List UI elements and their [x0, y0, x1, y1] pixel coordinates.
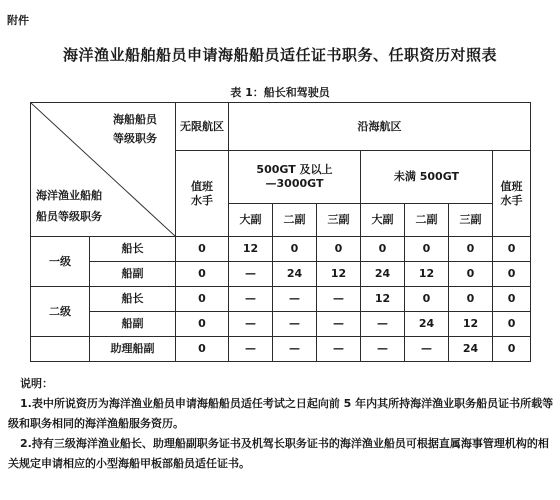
- table-row: [31, 312, 531, 337]
- value-cell: —: [405, 337, 449, 362]
- value-cell: —: [273, 287, 317, 312]
- role-cell: 船副: [90, 312, 176, 337]
- table-row: [31, 337, 531, 362]
- value-cell: 0: [176, 262, 229, 287]
- diagonal-header-cell: [31, 103, 176, 237]
- value-cell: 0: [405, 287, 449, 312]
- document-title: 海洋渔业船舶船员申请海船船员适任证书职务、任职资历对照表: [62, 46, 497, 64]
- value-cell: 0: [493, 337, 531, 362]
- fishery-rank-header: 海洋渔业船舶 船员等级职务: [36, 189, 102, 224]
- rank-group-cell: 二级: [31, 287, 90, 337]
- value-cell: 0: [317, 237, 361, 262]
- value-cell: —: [361, 312, 405, 337]
- chief-mate-header: 大副: [229, 204, 273, 237]
- value-cell: 12: [317, 262, 361, 287]
- value-cell: 0: [493, 262, 531, 287]
- value-cell: 12: [449, 312, 493, 337]
- value-cell: 0: [449, 287, 493, 312]
- value-cell: 0: [176, 287, 229, 312]
- note-2: 2.持有三级海洋渔业船长、助理船副职务证书及机驾长职务证书的海洋渔业船员可根据直属海事管理机构的相关规定申请相应的小型海船甲板部船员适任证书。: [8, 437, 549, 470]
- gt-500-3000-header: 500GT 及以上 —3000GT: [229, 151, 361, 204]
- value-cell: —: [317, 337, 361, 362]
- value-cell: 0: [449, 262, 493, 287]
- value-cell: 12: [229, 237, 273, 262]
- seafarer-rank-header: 海船船员 等级职务: [113, 113, 157, 145]
- table-row: [31, 262, 531, 287]
- value-cell: 0: [361, 237, 405, 262]
- rank-group-cell: 一级: [31, 237, 90, 287]
- value-cell: 0: [176, 237, 229, 262]
- rank-group-cell: [31, 337, 90, 362]
- watch-rating-header-coastal: 值班 水手: [493, 151, 531, 237]
- under-500gt-header: 未满 500GT: [361, 151, 493, 204]
- notes-heading: 说明：: [20, 377, 53, 390]
- chief-mate-header: 大副: [361, 204, 405, 237]
- value-cell: —: [229, 262, 273, 287]
- role-cell: 船副: [90, 262, 176, 287]
- value-cell: —: [317, 287, 361, 312]
- value-cell: —: [317, 312, 361, 337]
- table-caption: 表 1：船长和驾驶员: [230, 86, 330, 99]
- table-row: [31, 237, 531, 262]
- value-cell: 0: [176, 337, 229, 362]
- value-cell: 0: [493, 237, 531, 262]
- third-mate-header: 三副: [449, 204, 493, 237]
- value-cell: 0: [176, 312, 229, 337]
- value-cell: 12: [405, 262, 449, 287]
- value-cell: —: [229, 287, 273, 312]
- second-mate-header: 二副: [405, 204, 449, 237]
- notes-section: [8, 374, 556, 474]
- value-cell: —: [229, 337, 273, 362]
- value-cell: 24: [361, 262, 405, 287]
- role-cell: 助理船副: [90, 337, 176, 362]
- value-cell: 0: [449, 237, 493, 262]
- value-cell: —: [273, 337, 317, 362]
- value-cell: —: [361, 337, 405, 362]
- value-cell: 0: [273, 237, 317, 262]
- watch-rating-header-unlimited: 值班 水手: [176, 151, 229, 237]
- unlimited-area-header: 无限航区: [176, 103, 229, 151]
- annex-label: 附件: [7, 14, 29, 27]
- role-cell: 船长: [90, 287, 176, 312]
- value-cell: —: [273, 312, 317, 337]
- value-cell: 24: [449, 337, 493, 362]
- role-cell: 船长: [90, 237, 176, 262]
- note-1: 1.表中所说资历为海洋渔业船员申请海船船员适任考试之日起向前 5 年内其所持海洋渔业职务船员证书所载等级和职务相同的海洋渔船服务资历。: [8, 397, 554, 430]
- value-cell: 24: [405, 312, 449, 337]
- qualification-table: [30, 102, 531, 362]
- value-cell: —: [229, 312, 273, 337]
- value-cell: 0: [493, 287, 531, 312]
- table-row: [31, 287, 531, 312]
- third-mate-header: 三副: [317, 204, 361, 237]
- value-cell: 24: [273, 262, 317, 287]
- coastal-area-header: 沿海航区: [229, 103, 531, 151]
- value-cell: 0: [405, 237, 449, 262]
- value-cell: 0: [493, 312, 531, 337]
- second-mate-header: 二副: [273, 204, 317, 237]
- value-cell: 12: [361, 287, 405, 312]
